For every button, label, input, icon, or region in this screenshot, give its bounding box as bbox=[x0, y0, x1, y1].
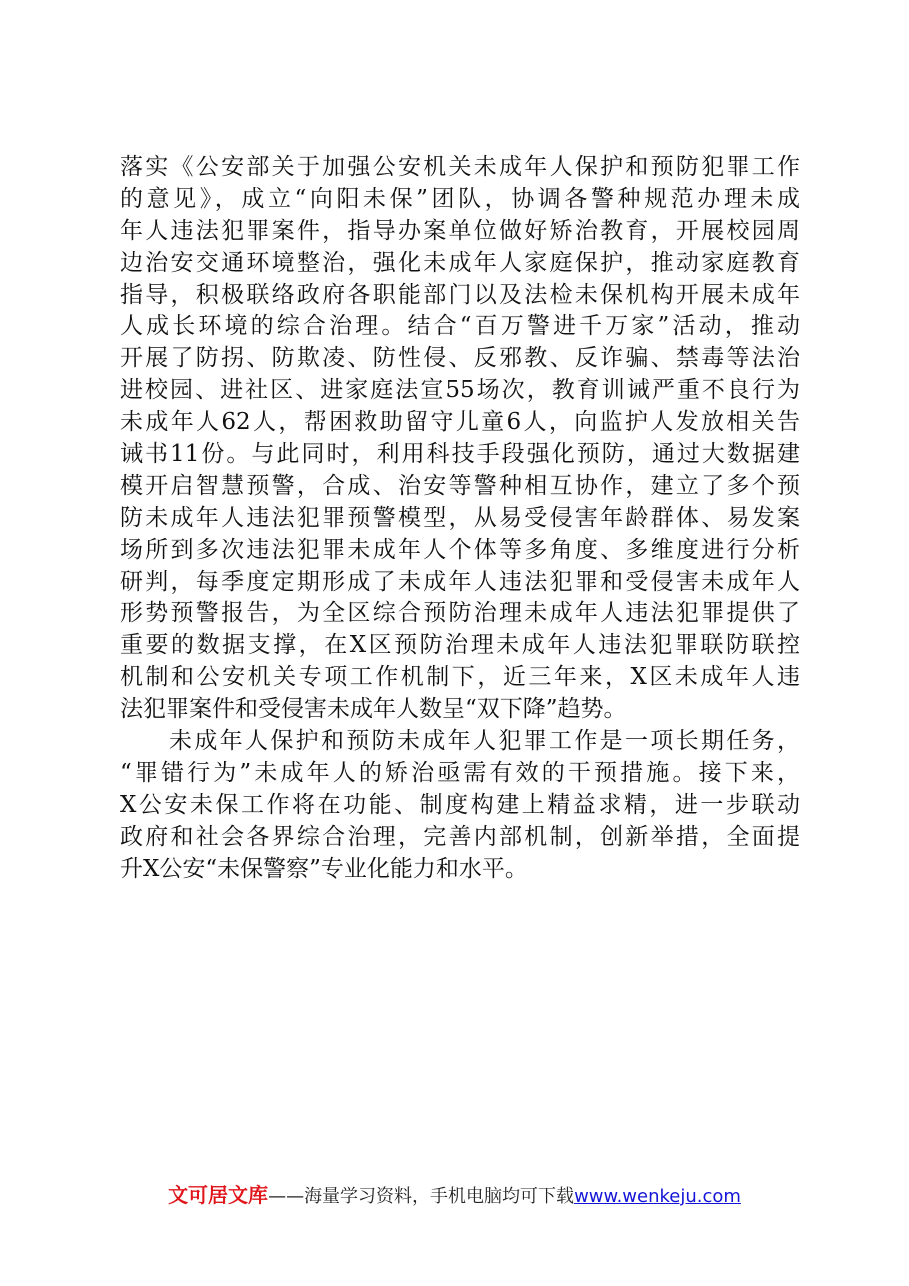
paragraph-1 bbox=[120, 152, 800, 726]
footer-brand: 文可居文库 bbox=[168, 1183, 269, 1207]
text-line: 研判，每季度定期形成了未成年人违法犯罪和受侵害未成年人 bbox=[120, 568, 800, 595]
text-line: “罪错行为”未成年人的矫治亟需有效的干预措施。接下来， bbox=[120, 759, 800, 786]
text-line: 指导，积极联络政府各职能部门以及法检未保机构开展未成年 bbox=[120, 281, 800, 308]
text-line: 模开启智慧预警，合成、治安等警种相互协作，建立了多个预 bbox=[120, 472, 800, 499]
text-line: 诫书11份。与此同时，利用科技手段强化预防，通过大数据建 bbox=[120, 441, 800, 468]
footer-slogan: ——海量学习资料，手机电脑均可下载 bbox=[268, 1186, 575, 1207]
text-line: 场所到多次违法犯罪未成年人个体等多角度、多维度进行分析 bbox=[120, 536, 800, 563]
text-line: 政府和社会各界综合治理，完善内部机制，创新举措，全面提 bbox=[120, 823, 800, 850]
text-line: 防未成年人违法犯罪预警模型，从易受侵害年龄群体、易发案 bbox=[120, 504, 800, 531]
text-line: 落实《公安部关于加强公安机关未成年人保护和预防犯罪工作 bbox=[120, 154, 800, 180]
text-line: 法犯罪案件和受侵害未成年人数呈“双下降”趋势。 bbox=[120, 696, 627, 723]
text-line: 形势预警报告，为全区综合预防治理未成年人违法犯罪提供了 bbox=[120, 600, 800, 627]
paragraph-2 bbox=[120, 726, 800, 885]
text-line: 年人违法犯罪案件，指导办案单位做好矫治教育，开展校园周 bbox=[120, 217, 800, 244]
document-body bbox=[120, 152, 800, 885]
text-line: 进校园、进社区、进家庭法宣55场次，教育训诫严重不良行为 bbox=[120, 377, 800, 404]
text-line: 机制和公安机关专项工作机制下，近三年来，X区未成年人违 bbox=[120, 664, 800, 691]
text-line: 人成长环境的综合治理。结合“百万警进千万家”活动，推动 bbox=[120, 313, 800, 340]
text-line: 重要的数据支撑，在X区预防治理未成年人违法犯罪联防联控 bbox=[120, 632, 800, 659]
text-line: 边治安交通环境整治，强化未成年人家庭保护，推动家庭教育 bbox=[120, 249, 800, 276]
text-line: 升X公安“未保警察”专业化能力和水平。 bbox=[120, 855, 528, 882]
text-line: X公安未保工作将在功能、制度构建上精益求精，进一步联动 bbox=[120, 791, 800, 818]
footer-banner bbox=[0, 1182, 909, 1210]
text-line: 的意见》，成立“向阳未保”团队，协调各警种规范办理未成 bbox=[120, 185, 800, 212]
footer-link[interactable]: www.wenkeju.com bbox=[574, 1186, 741, 1207]
text-line: 未成年人62人，帮困救助留守儿童6人，向监护人发放相关告 bbox=[120, 409, 800, 436]
text-line: 开展了防拐、防欺凌、防性侵、反邪教、反诈骗、禁毒等法治 bbox=[120, 345, 800, 372]
text-line: 未成年人保护和预防未成年人犯罪工作是一项长期任务， bbox=[169, 728, 800, 755]
